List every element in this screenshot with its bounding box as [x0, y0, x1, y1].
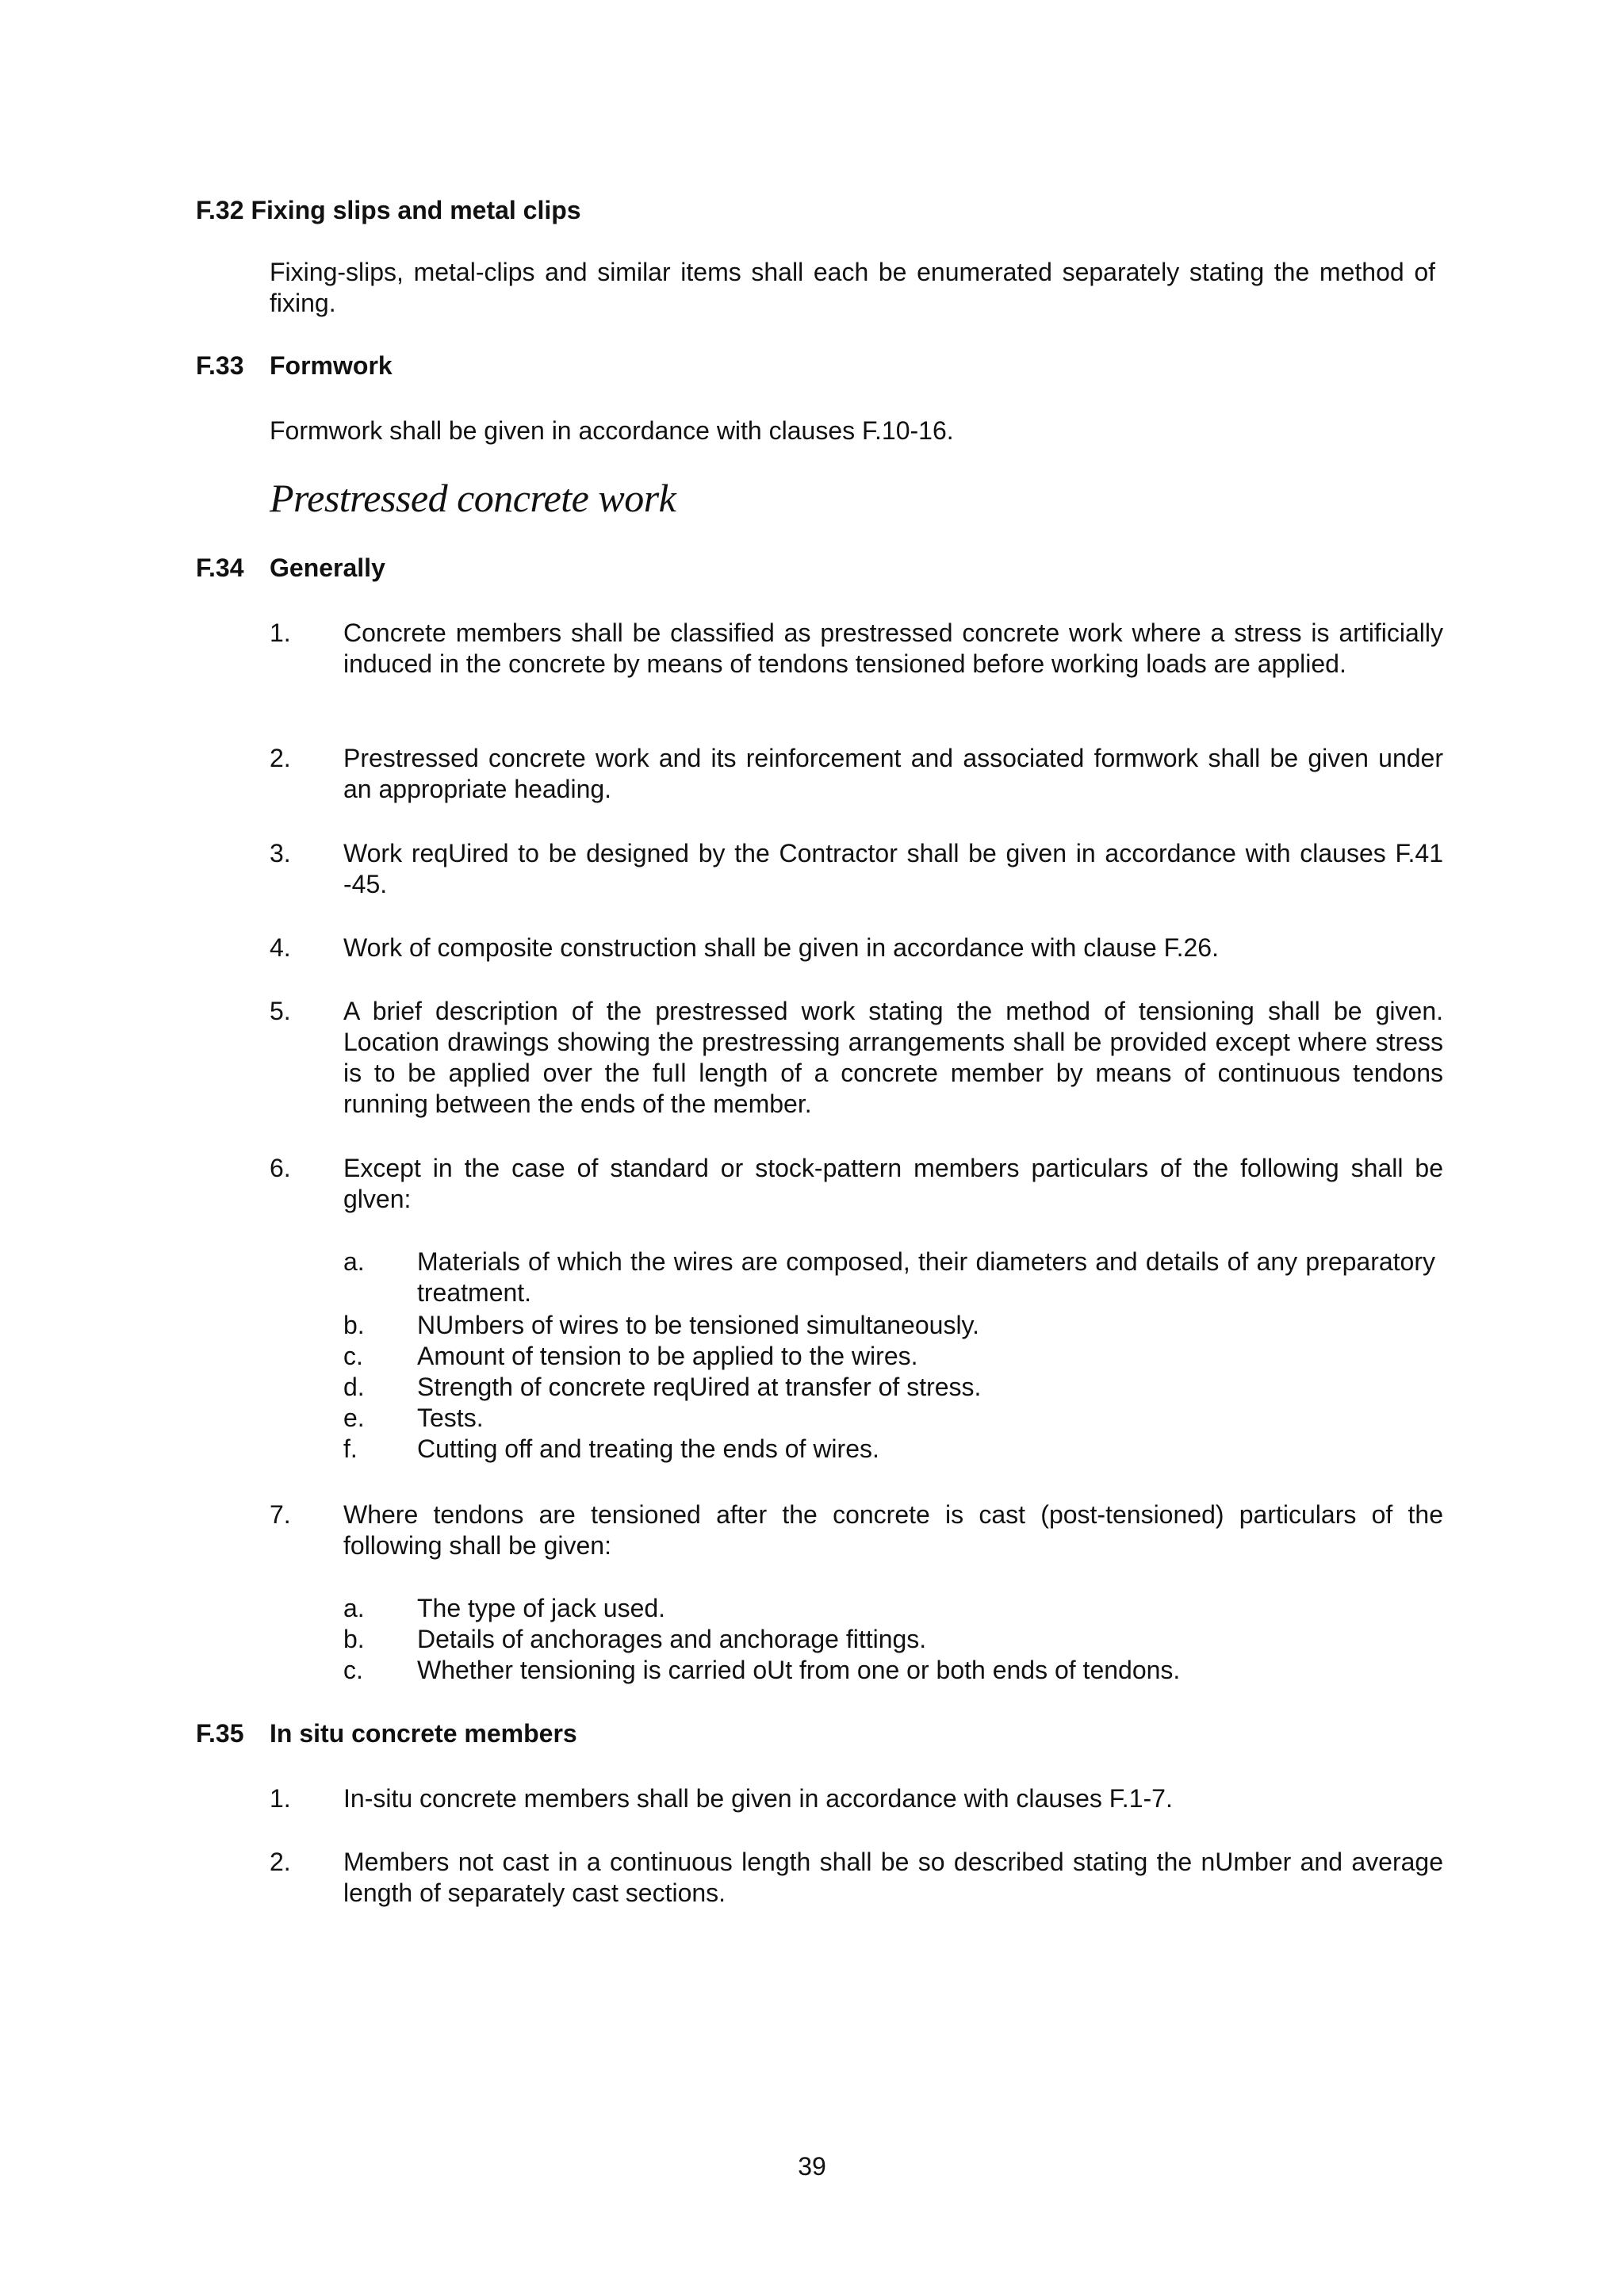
section-number: F.34: [196, 553, 244, 582]
sub-list-item: [343, 1372, 1435, 1403]
list-item-number: 1.: [270, 618, 291, 647]
sub-item-text: Tests.: [417, 1404, 484, 1432]
sub-item-letter: b.: [343, 1311, 365, 1339]
page-number: 39: [798, 2152, 826, 2181]
list-item-number: 2.: [270, 744, 291, 772]
section-number: F.33: [196, 351, 244, 380]
section-title: Formwork: [270, 351, 393, 380]
prestressed-heading: Prestressed concrete work: [270, 476, 676, 520]
list-item: [270, 1783, 1443, 1814]
sub-item-text: Strength of concrete reqUired at transfer of stress.: [417, 1373, 982, 1401]
sub-item-letter: c.: [343, 1656, 363, 1684]
section-heading-f34: [196, 552, 385, 584]
sub-item-letter: c.: [343, 1342, 363, 1370]
list-item: [270, 743, 1443, 805]
section-heading-f32: [196, 194, 581, 226]
sub-item-letter: a.: [343, 1247, 365, 1276]
list-item-text: Where tendons are tensioned after the concrete is cast (post-tensioned) particulars of the following shall be given:: [343, 1500, 1443, 1560]
sub-item-text: NUmbers of wires to be tensioned simultaneously.: [417, 1311, 980, 1339]
sub-list-item: [343, 1593, 1435, 1624]
list-item-text: Work of composite construction shall be given in accordance with clause F.26.: [343, 933, 1219, 962]
sub-item-text: Amount of tension to be applied to the wires.: [417, 1342, 918, 1370]
list-item-text: A brief description of the prestressed work stating the method of tensioning shall be given. Location drawings showing the prestressing arrangements shall be provided except where stress is to be applied over the fuIl length of a concrete member by means of continuous tendons running between the ends of the member.: [343, 997, 1443, 1118]
sub-item-letter: b.: [343, 1625, 365, 1653]
list-item-number: 4.: [270, 933, 291, 962]
list-item-number: 3.: [270, 839, 291, 867]
list-item-text: In-situ concrete members shall be given in accordance with clauses F.1-7.: [343, 1784, 1173, 1813]
sub-item-letter: d.: [343, 1373, 365, 1401]
sub-item-letter: f.: [343, 1434, 358, 1463]
list-item-number: 1.: [270, 1784, 291, 1813]
section-title: In situ concrete members: [270, 1719, 577, 1748]
sub-item-text: Whether tensioning is carried oUt from one or both ends of tendons.: [417, 1656, 1181, 1684]
list-item: [270, 996, 1443, 1120]
list-item: [270, 1153, 1443, 1215]
list-item: [270, 838, 1443, 900]
section-f33-text: Formwork shall be given in accordance with clauses F.10-16.: [270, 416, 954, 445]
sub-item-letter: e.: [343, 1404, 365, 1432]
list-item-text: Work reqUired to be designed by the Contractor shall be given in accordance with clauses F.41 -45.: [343, 839, 1443, 898]
list-item-number: 6.: [270, 1154, 291, 1182]
sub-list-item: [343, 1624, 1435, 1655]
section-heading-f35: [196, 1718, 577, 1749]
sub-list-item: [343, 1247, 1435, 1308]
list-item-text: Concrete members shall be classified as prestressed concrete work where a stress is artificially induced in the concrete by means of tendons tensioned before working loads are applied.: [343, 618, 1443, 678]
sub-item-letter: a.: [343, 1594, 365, 1622]
sub-item-text: Materials of which the wires are composed, their diameters and details of any preparatory treatment.: [417, 1247, 1435, 1307]
section-number: F.32: [196, 196, 244, 224]
list-item: [270, 933, 1443, 963]
sub-list-item: [343, 1403, 1435, 1434]
list-item-text: Prestressed concrete work and its reinforcement and associated formwork shall be given under an appropriate heading.: [343, 744, 1443, 803]
list-item-number: 7.: [270, 1500, 291, 1529]
sub-item-text: Cutting off and treating the ends of wires.: [417, 1434, 879, 1463]
sub-list-item: [343, 1434, 1435, 1465]
sub-item-text: Details of anchorages and anchorage fittings.: [417, 1625, 927, 1653]
list-item: [270, 1847, 1443, 1909]
list-item-text: Members not cast in a continuous length shall be so described stating the nUmber and average length of separately cast sections.: [343, 1848, 1443, 1907]
sub-list-item: [343, 1655, 1435, 1686]
list-item: [270, 618, 1443, 680]
list-item: [270, 1499, 1443, 1561]
section-heading-f33: [196, 350, 393, 381]
sub-item-text: The type of jack used.: [417, 1594, 666, 1622]
sub-list-item: [343, 1341, 1435, 1372]
section-title: Fixing slips and metal clips: [251, 196, 581, 224]
list-item-number: 2.: [270, 1848, 291, 1876]
list-item-text: Except in the case of standard or stock-pattern members particulars of the following shall be glven:: [343, 1154, 1443, 1213]
section-f32-text: Fixing-slips, metal-clips and similar items shall each be enumerated separately stating the method of fixing.: [270, 258, 1435, 317]
list-item-number: 5.: [270, 997, 291, 1025]
sub-list-item: [343, 1310, 1435, 1341]
section-number: F.35: [196, 1719, 244, 1748]
section-title: Generally: [270, 553, 385, 582]
